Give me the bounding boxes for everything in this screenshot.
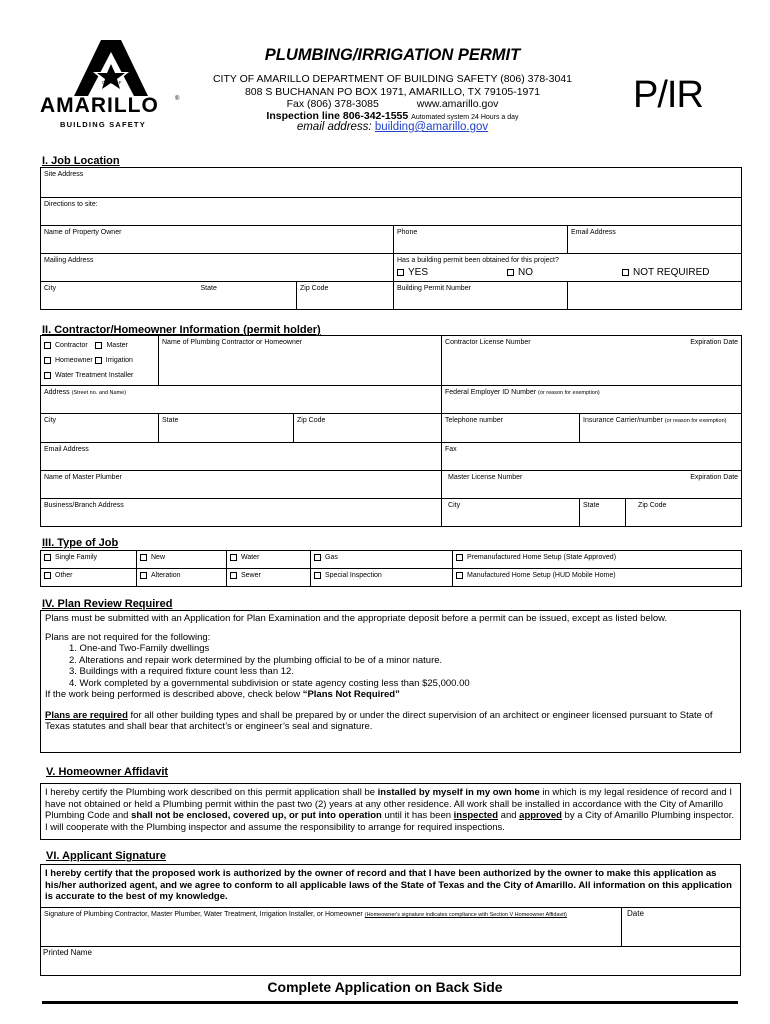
logo-registered-mark: ® (175, 96, 180, 102)
inspection-phone: Inspection line 806-342-1555 (266, 110, 409, 122)
master-license-field[interactable]: Master License Number (442, 471, 626, 499)
fax-text: Fax (806) 378-3085 (286, 98, 379, 110)
master-expiration-field[interactable]: Expiration Date (626, 471, 742, 499)
branch-zip-field[interactable]: Zip Code (626, 499, 742, 527)
not-required-checkbox[interactable] (622, 269, 629, 276)
other-option[interactable]: Other (41, 569, 137, 587)
job-location-table (40, 167, 742, 310)
premanufactured-option[interactable]: Premanufactured Home Setup (State Approved) (453, 551, 742, 569)
site-address-field[interactable]: Site Address (41, 168, 742, 198)
fein-field[interactable]: Federal Employer ID Number (or reason for exemption) (442, 386, 742, 414)
plans-not-required-heading: Plans are not required for the following: (45, 631, 211, 643)
contractor-email-field[interactable]: Email Address (41, 443, 442, 471)
exemption-item-3: 3. Buildings with a required fixture count less than 12. (69, 666, 294, 677)
job-type-table (40, 550, 742, 587)
section-1-title: I. Job Location (42, 155, 120, 167)
amarillo-logo (38, 38, 183, 133)
sewer-checkbox[interactable] (230, 572, 237, 579)
section-2-title: II. Contractor/Homeowner Information (permit holder) (42, 324, 321, 336)
yes-label: YES (408, 267, 429, 278)
signature-date-field[interactable]: Date (627, 909, 644, 918)
contractor-name-field[interactable]: Name of Plumbing Contractor or Homeowner (159, 336, 442, 386)
exemption-item-2: 2. Alterations and repair work determined by the plumbing official to be of a minor nature. (69, 654, 443, 666)
contractor-fax-field[interactable]: Fax (442, 443, 742, 471)
zip-field[interactable]: Zip Code (297, 282, 394, 310)
bottom-rule (42, 1001, 738, 1004)
building-permit-question: Has a building permit been obtained for this project? YES NO NOT REQUIRED (394, 254, 742, 282)
gas-checkbox[interactable] (314, 554, 321, 561)
dept-line: CITY OF AMARILLO DEPARTMENT OF BUILDING SAFETY (806) 378-3041 (212, 73, 573, 85)
branch-city-field[interactable]: City (442, 499, 580, 527)
master-checkbox[interactable] (95, 342, 102, 349)
plans-not-required-note: If the work being performed is described above, check below “Plans Not Required” (45, 689, 400, 700)
exemption-item-4: 4. Work completed by a governmental subdivision or state agency costing less than $25,000.00 (69, 677, 470, 689)
logo-city-text: CITY OF (102, 80, 122, 85)
property-owner-field[interactable]: Name of Property Owner (41, 226, 394, 254)
form-code: P/IR (633, 74, 703, 116)
yes-checkbox[interactable] (397, 269, 404, 276)
signature-field[interactable]: Signature of Plumbing Contractor, Master Plumber, Water Treatment, Irrigation Installer, or Homeowner (Homeowner's signature indicates compliance with Section V Homeowner Affidavit) (44, 911, 567, 918)
license-expiration-field[interactable]: Expiration Date (626, 336, 742, 386)
gas-option[interactable]: Gas (311, 551, 453, 569)
contractor-state-field[interactable]: State (159, 414, 294, 443)
new-option[interactable]: New (137, 551, 227, 569)
plan-review-intro: Plans must be submitted with an Application for Plan Examination and the appropriate deposit before a permit can be issued, except as listed below. (45, 613, 668, 624)
water-checkbox[interactable] (230, 554, 237, 561)
branch-address-field[interactable]: Business/Branch Address (41, 499, 442, 527)
address-line: 808 S BUCHANAN PO BOX 1971, AMARILLO, TX 79105-1971 (244, 86, 541, 98)
not-required-label: NOT REQUIRED (633, 267, 710, 278)
logo-subtitle: BUILDING SAFETY (60, 120, 146, 129)
section-4-title: IV. Plan Review Required (42, 598, 173, 610)
applicant-certification: I hereby certify that the proposed work is authorized by the owner of record and that I have been authorized by the owner to make this application as his/her authorized agent, and we agree to conform to all applicable laws of the State of Texas and the City of Amarillo. All information on this application is accurate to the best of my knowledge. (45, 868, 732, 902)
sewer-option[interactable]: Sewer (227, 569, 311, 587)
form-title: PLUMBING/IRRIGATION PERMIT (264, 46, 521, 64)
contractor-address-field[interactable]: Address (Street no. and Name) (41, 386, 442, 414)
irrigation-checkbox[interactable] (95, 357, 102, 364)
special-inspection-option[interactable]: Special Inspection (311, 569, 453, 587)
single-family-option[interactable]: Single Family (41, 551, 137, 569)
other-checkbox[interactable] (44, 572, 51, 579)
no-checkbox[interactable] (507, 269, 514, 276)
building-permit-number-extra[interactable] (568, 282, 742, 310)
email-line (195, 121, 590, 134)
logo-name: AMARILLO (40, 94, 159, 117)
section-5-title: V. Homeowner Affidavit (46, 766, 169, 778)
applicant-signature-box (40, 864, 741, 976)
section-3-title: III. Type of Job (42, 537, 119, 549)
owner-email-field[interactable]: Email Address (568, 226, 742, 254)
alteration-option[interactable]: Alteration (137, 569, 227, 587)
email-label: email address: (296, 121, 372, 133)
directions-field[interactable]: Directions to site: (41, 198, 742, 226)
no-label: NO (518, 267, 533, 278)
special-inspection-checkbox[interactable] (314, 572, 321, 579)
contractor-license-field[interactable]: Contractor License Number (442, 336, 626, 386)
premanufactured-checkbox[interactable] (456, 554, 463, 561)
state-field[interactable]: State (201, 282, 297, 310)
contractor-checkbox[interactable] (44, 342, 51, 349)
branch-state-field[interactable]: State (580, 499, 626, 527)
plans-required-note: Plans are required for all other building types and shall be prepared by or under the direct supervision of an architect or engineer licensed pursuant to State of Texas statutes and shall bear that architect’s or engineer’s seal and signature. (45, 709, 713, 732)
alteration-checkbox[interactable] (140, 572, 147, 579)
master-plumber-name-field[interactable]: Name of Master Plumber (41, 471, 442, 499)
inspection-note: Automated system 24 Hours a day (411, 114, 519, 121)
manufactured-home-option[interactable]: Manufactured Home Setup (HUD Mobile Home) (453, 569, 742, 587)
manufactured-home-checkbox[interactable] (456, 572, 463, 579)
homeowner-affidavit-box (40, 783, 741, 840)
water-option[interactable]: Water (227, 551, 311, 569)
mailing-address-field[interactable]: Mailing Address (41, 254, 394, 282)
star-a-logo-icon (38, 38, 183, 133)
homeowner-checkbox[interactable] (44, 357, 51, 364)
insurance-field[interactable]: Insurance Carrier/number (or reason for exemption) (580, 414, 742, 443)
printed-name-field[interactable]: Printed Name (43, 948, 92, 957)
website-link[interactable]: www.amarillo.gov (416, 98, 499, 110)
affidavit-text: I hereby certify the Plumbing work described on this permit application shall be installed by myself in my own home in which is my legal residence of record and I have not obtained or held a Plumbing permit within the past two (2) years at any other residence. All work shall be installed in accordance with the City of Amarillo Plumbing Code and shall not be enclosed, covered up, or put into operation until it has been inspected and approved by a City of Amarillo Plumbing inspector. I will cooperate with the Plumbing inspector and assume the responsibility to arrange for required inspections. (45, 787, 735, 833)
holder-type-checkboxes: Contractor Master Homeowner Irrigation Water Treatment Installer (41, 336, 159, 386)
contractor-city-field[interactable]: City (41, 414, 159, 443)
single-family-checkbox[interactable] (44, 554, 51, 561)
owner-phone-field[interactable]: Phone (394, 226, 568, 254)
city-field[interactable]: City (41, 282, 201, 310)
building-permit-number-field[interactable]: Building Permit Number (394, 282, 568, 310)
contractor-table (40, 335, 742, 527)
exemption-item-1: 1. One-and Two-Family dwellings (69, 643, 210, 654)
water-treatment-checkbox[interactable] (44, 372, 51, 379)
section-6-title: VI. Applicant Signature (46, 850, 166, 862)
new-checkbox[interactable] (140, 554, 147, 561)
telephone-field[interactable]: Telephone number (442, 414, 580, 443)
contractor-zip-field[interactable]: Zip Code (294, 414, 442, 443)
back-side-notice: Complete Application on Back Side (267, 979, 503, 995)
plan-review-box (40, 610, 741, 753)
email-link[interactable]: building@amarillo.gov (374, 121, 489, 133)
